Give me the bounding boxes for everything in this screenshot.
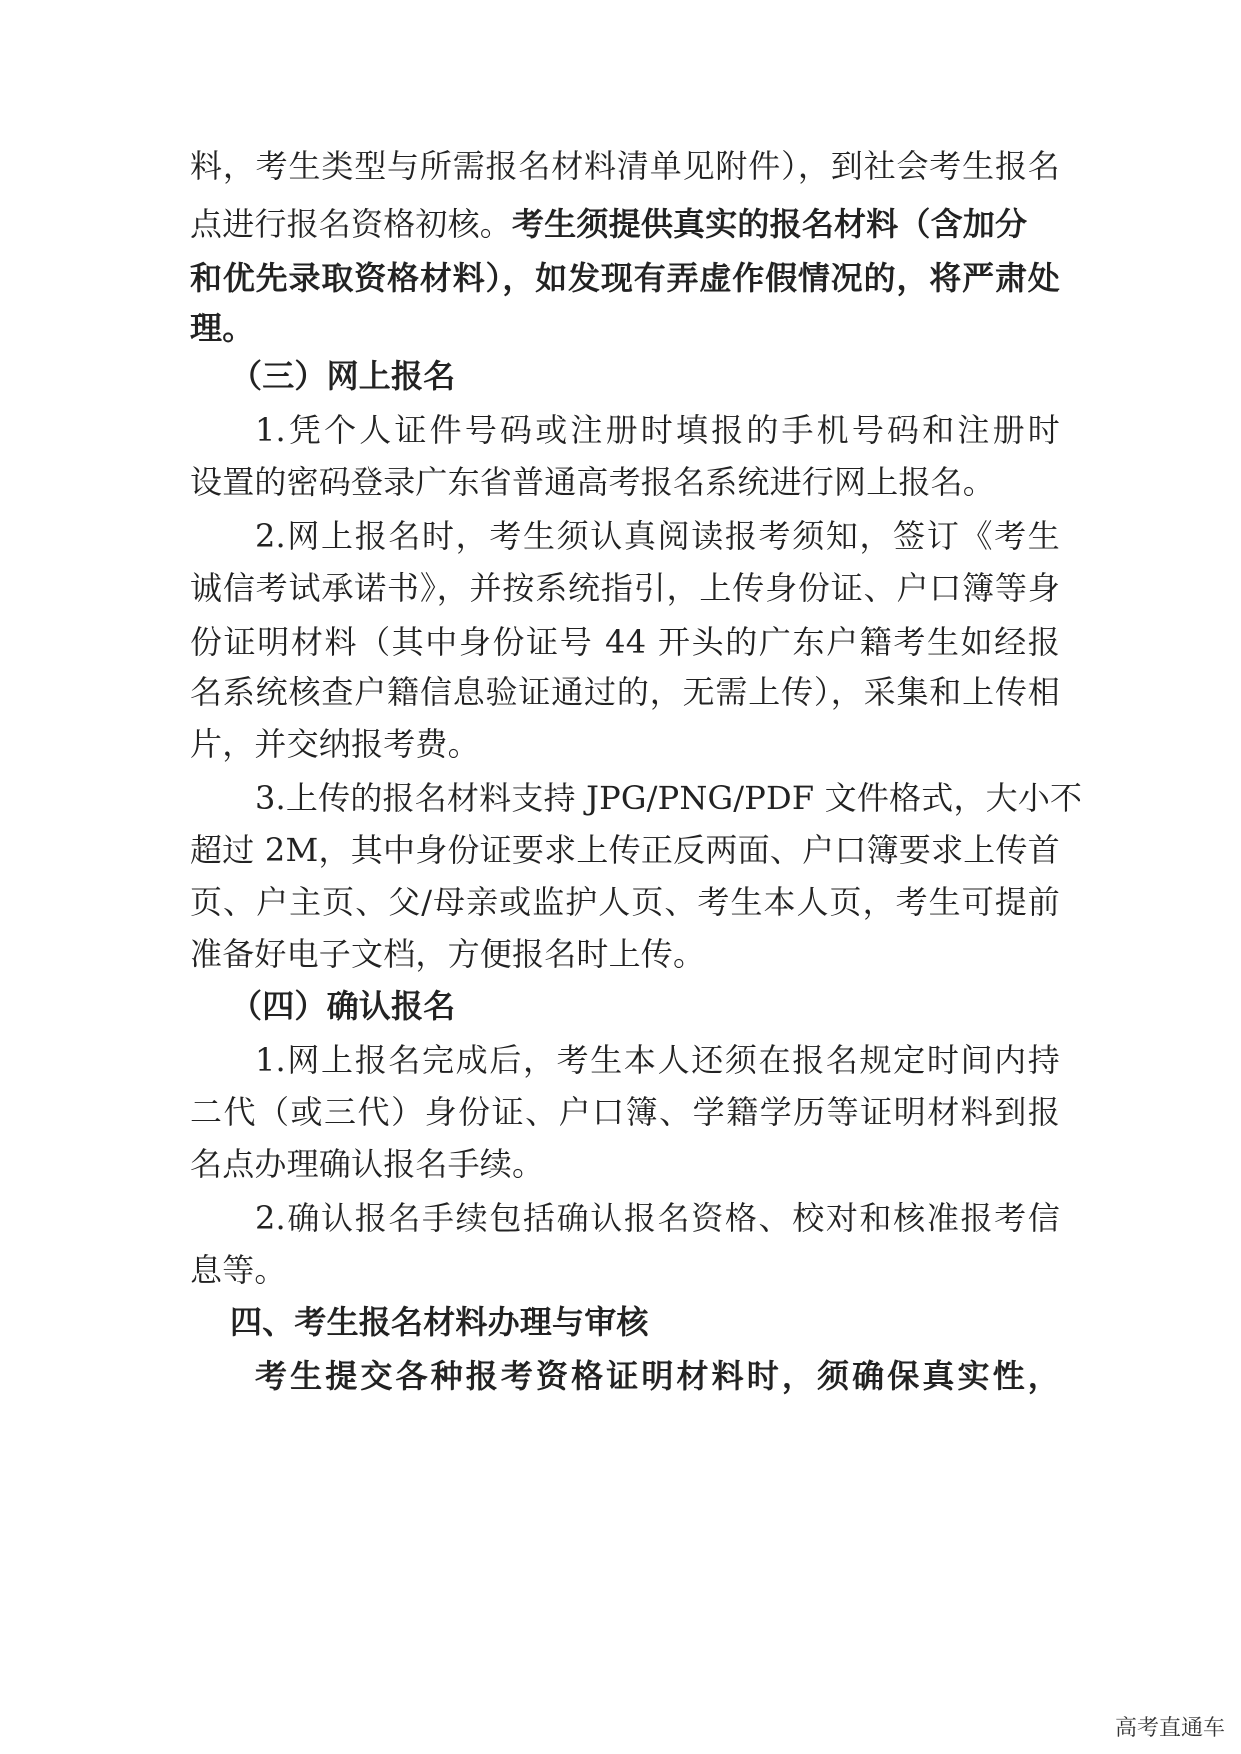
paragraph-line: 名点办理确认报名手续。 — [190, 1145, 545, 1183]
paragraph-line: 份证明材料（其中身份证号 44 开头的广东户籍考生如经报 — [190, 623, 1060, 661]
paragraph-bold-text: 考生须提供真实的报名材料（含加分 — [512, 205, 1028, 243]
paragraph-line: 超过 2M，其中身份证要求上传正反两面、户口簿要求上传首 — [190, 831, 1060, 869]
paragraph-line: 1.网上报名完成后，考生本人还须在报名规定时间内持 — [255, 1041, 1060, 1079]
paragraph-bold-line: 理。 — [190, 309, 255, 347]
paragraph-line: 息等。 — [190, 1251, 287, 1289]
paragraph-line: 2.确认报名手续包括确认报名资格、校对和核准报考信 — [255, 1199, 1060, 1237]
paragraph-bold-line: 和优先录取资格材料），如发现有弄虚作假情况的，将严肃处 — [190, 259, 1060, 297]
section-heading-confirm-registration: （四）确认报名 — [230, 987, 456, 1025]
chapter-heading-materials-review: 四、考生报名材料办理与审核 — [230, 1303, 649, 1341]
paragraph-text: 点进行报名资格初核。 — [190, 205, 513, 243]
paragraph-line: 页、户主页、父/母亲或监护人页、考生本人页，考生可提前 — [190, 883, 1060, 921]
paragraph-line: 3.上传的报名材料支持 JPG/PNG/PDF 文件格式，大小不 — [255, 779, 1083, 817]
paragraph-line: 片，并交纳报考费。 — [190, 725, 480, 763]
paragraph-line: 名系统核查户籍信息验证通过的，无需上传），采集和上传相 — [190, 673, 1060, 711]
paragraph-line: 二代（或三代）身份证、户口簿、学籍学历等证明材料到报 — [190, 1093, 1060, 1131]
watermark-text: 高考直通车 — [1114, 1716, 1225, 1741]
paragraph-line — [190, 196, 1060, 252]
paragraph-line: 准备好电子文档，方便报名时上传。 — [190, 935, 706, 973]
paragraph-line: 1.凭个人证件号码或注册时填报的手机号码和注册时 — [255, 411, 1060, 449]
paragraph-line: 2.网上报名时，考生须认真阅读报考须知，签订《考生 — [255, 517, 1060, 555]
paragraph-line: 料，考生类型与所需报名材料清单见附件），到社会考生报名 — [190, 147, 1060, 185]
paragraph-line: 设置的密码登录广东省普通高考报名系统进行网上报名。 — [190, 463, 996, 501]
section-heading-online-registration: （三）网上报名 — [230, 357, 456, 395]
paragraph-bold-line: 考生提交各种报考资格证明材料时，须确保真实性， — [255, 1357, 1060, 1395]
paragraph-line: 诚信考试承诺书》，并按系统指引，上传身份证、户口簿等身 — [190, 569, 1060, 607]
